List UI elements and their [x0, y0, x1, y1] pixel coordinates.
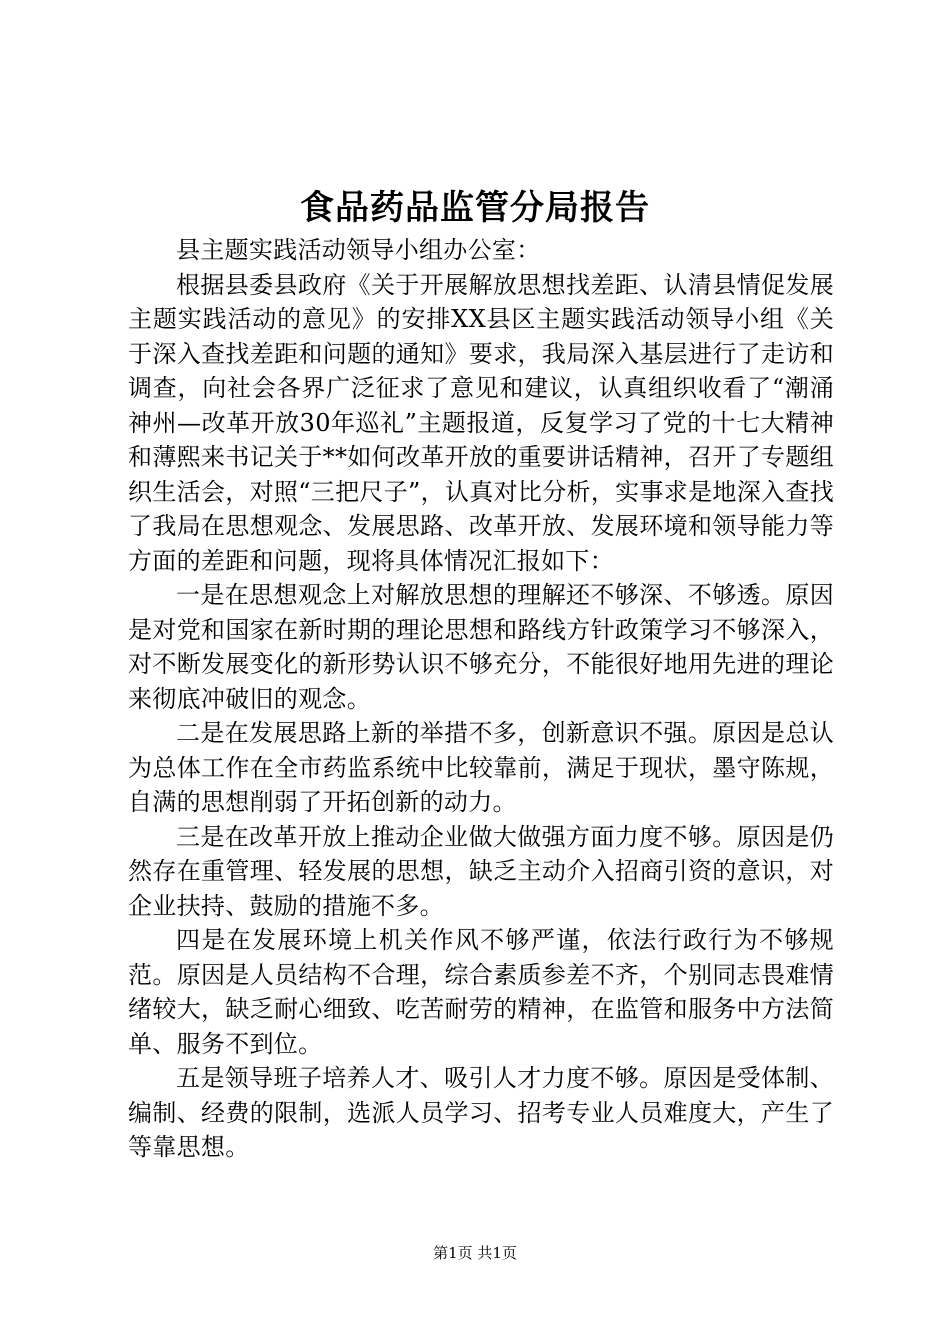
paragraph-point-3: 三是在改革开放上推动企业做大做强方面力度不够。原因是仍然存在重管理、轻发展的思想，缺乏主动介入招商引资的意识，对企业扶持、鼓励的措施不多。 — [128, 822, 834, 920]
document-title: 食品药品监管分局报告 — [300, 188, 650, 228]
paragraph-point-2: 二是在发展思路上新的举措不多，创新意识不强。原因是总认为总体工作在全市药监系统中比较靠前，满足于现状，墨守陈规，自满的思想削弱了开拓创新的动力。 — [128, 719, 834, 816]
page-number-footer: 第1页 共1页 — [433, 1244, 517, 1262]
document-body — [128, 233, 834, 1165]
paragraph-point-4: 四是在发展环境上机关作风不够严谨，依法行政行为不够规范。原因是人员结构不合理，综合素质参差不齐，个别同志畏难情绪较大，缺乏耐心细致、吃苦耐劳的精神，在监管和服务中方法简单、服务不到位。 — [128, 926, 834, 1058]
salutation: 县主题实践活动领导小组办公室： — [176, 236, 541, 264]
paragraph-intro: 根据县委县政府《关于开展解放思想找差距、认清县情促发展主题实践活动的意见》的安排XX县区主题实践活动领导小组《关于深入查找差距和问题的通知》要求，我局深入基层进行了走访和调查，向社会各界广泛征求了意见和建议，认真组织收看了“潮涌神州—改革开放30年巡礼”主题报道，反复学习了党的十七大精神和薄熙来书记关于**如何改革开放的重要讲话精神，召开了专题组织生活会，对照“三把尺子”，认真对比分析，实事求是地深入查找了我局在思想观念、发展思路、改革开放、发展环境和领导能力等方面的差距和问题，现将具体情况汇报如下： — [128, 270, 834, 575]
paragraph-point-5: 五是领导班子培养人才、吸引人才力度不够。原因是受体制、编制、经费的限制，选派人员学习、招考专业人员难度大，产生了等靠思想。 — [128, 1064, 834, 1161]
paragraph-point-1: 一是在思想观念上对解放思想的理解还不够深、不够透。原因是对党和国家在新时期的理论思想和路线方针政策学习不够深入，对不断发展变化的新形势认识不够充分，不能很好地用先进的理论来彻底冲破旧的观念。 — [128, 581, 834, 713]
